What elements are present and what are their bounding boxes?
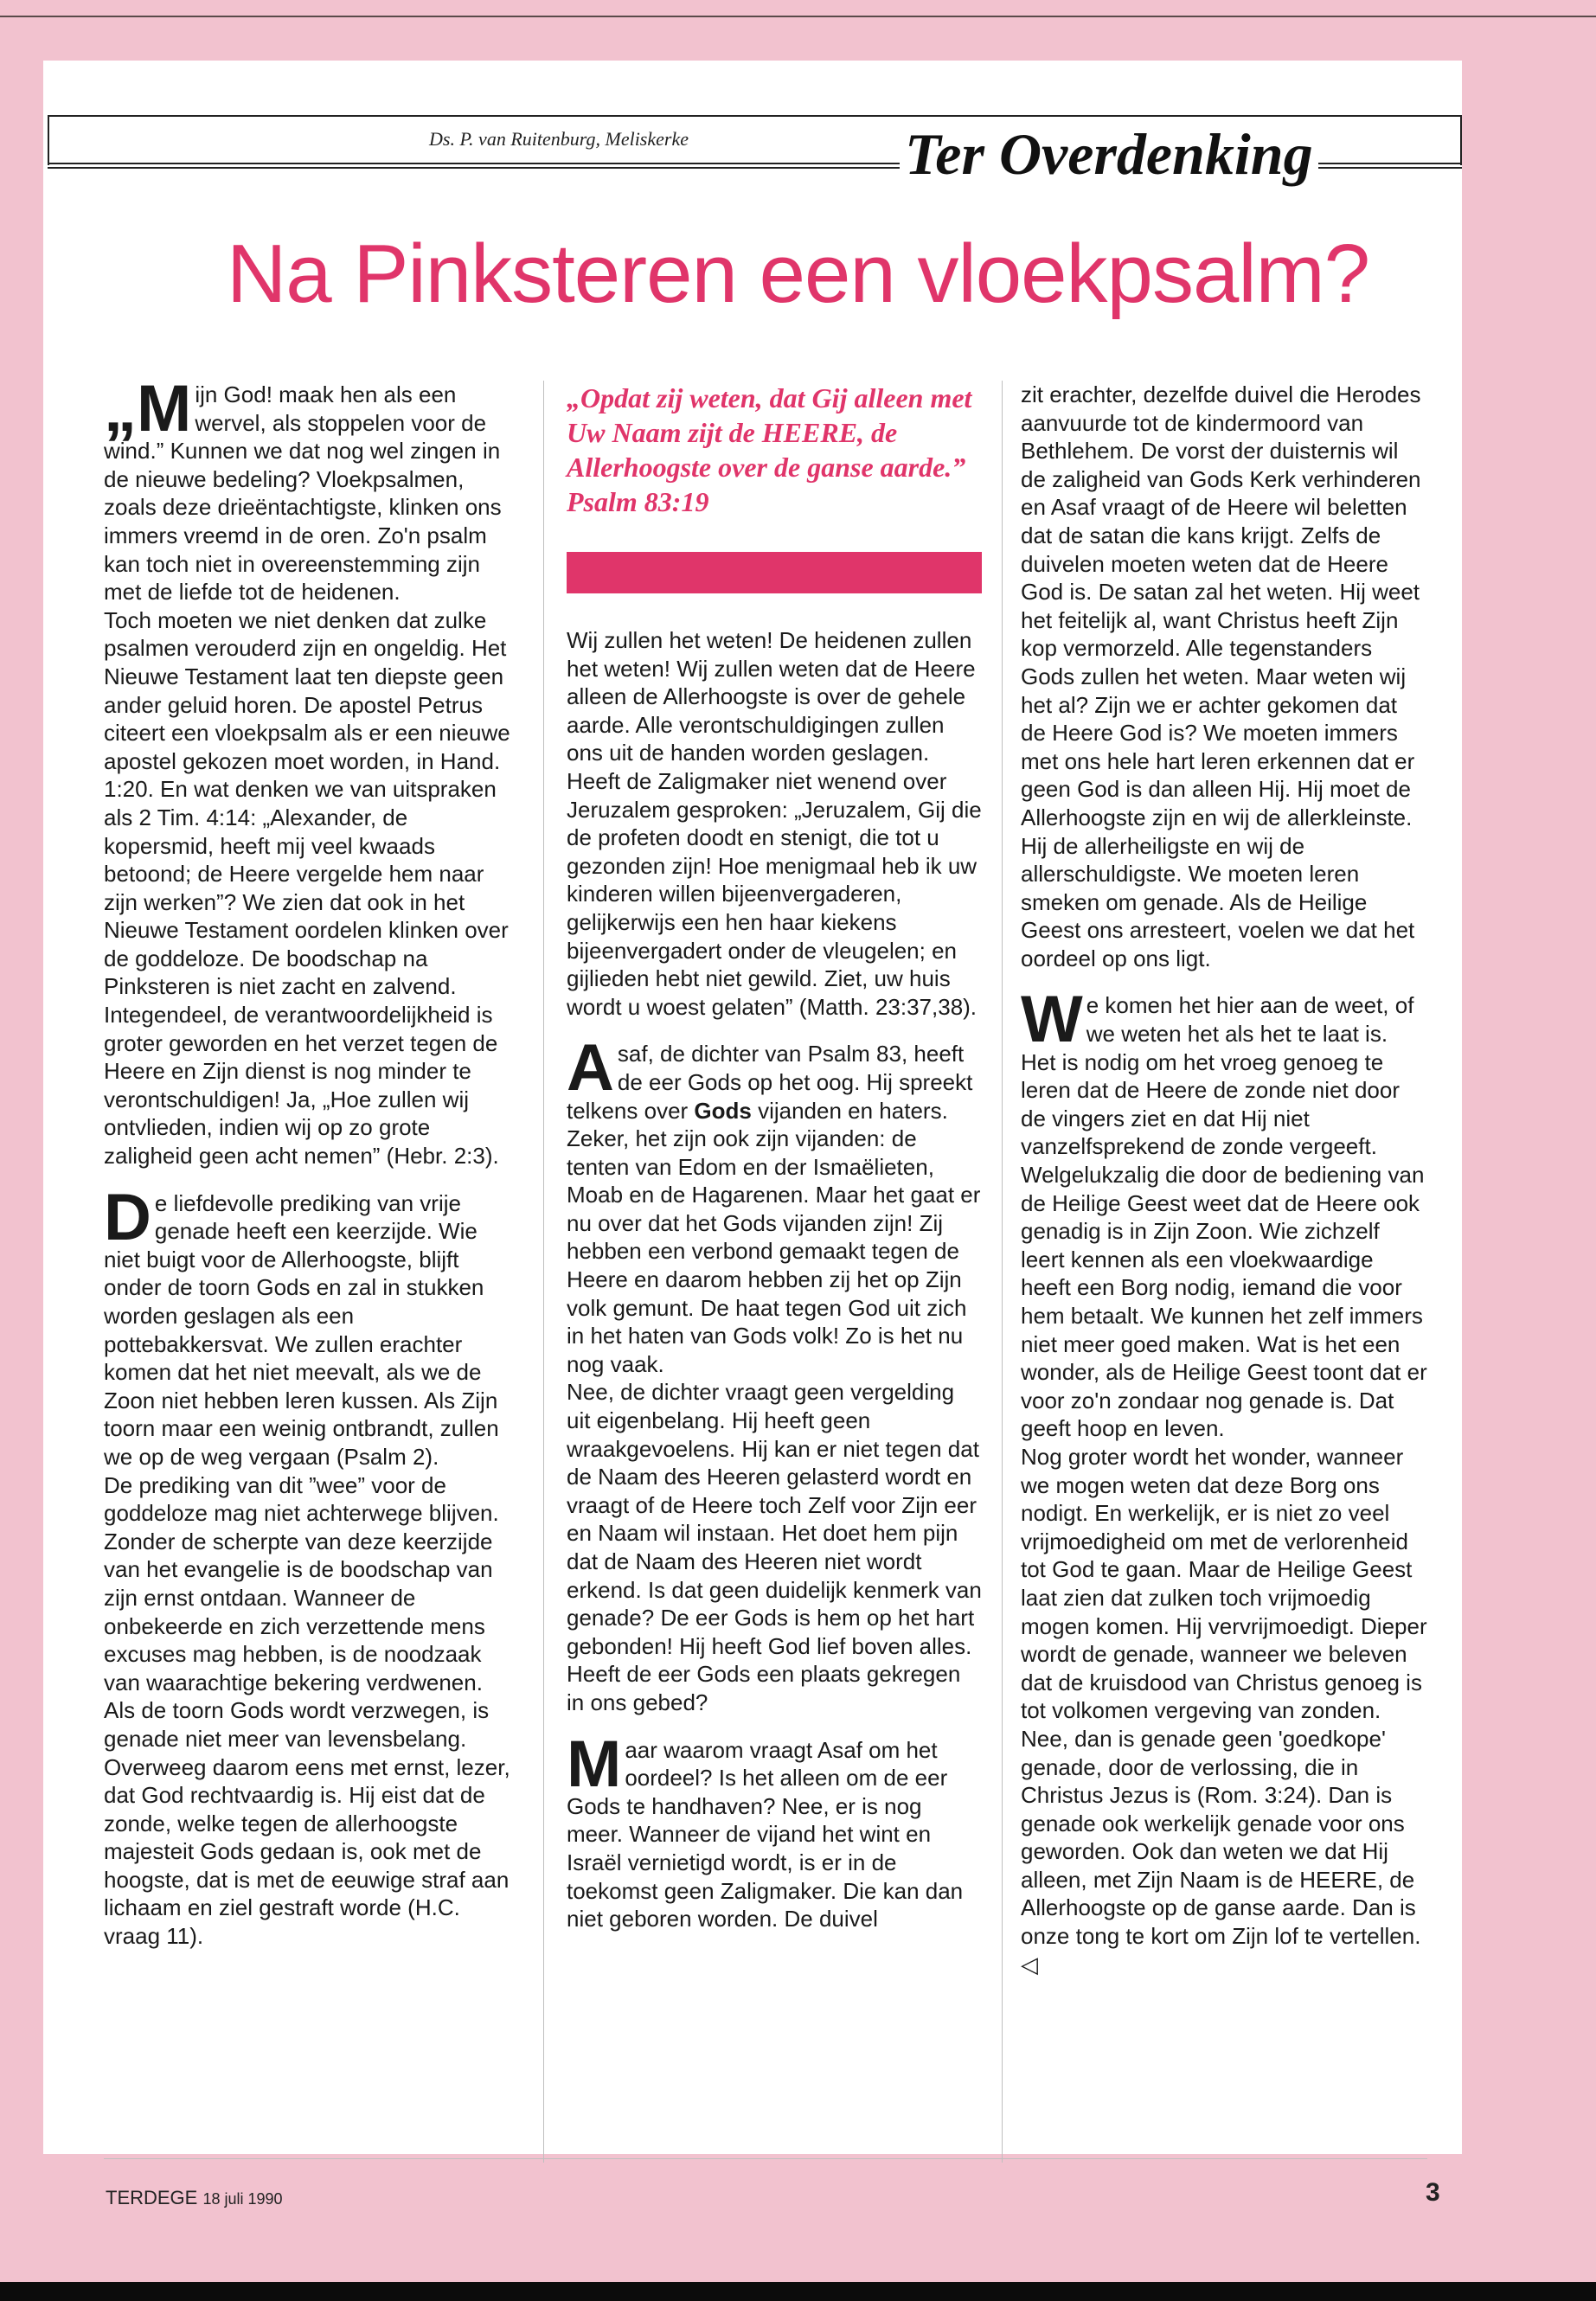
paragraph: Wij zullen het weten! De heidenen zullen het weten! Wij zullen weten dat de Heere alleen de Allerhoogste is over de gehele aarde. Alle verontschuldigingen zullen ons uit de handen worden geslagen. Heeft de Zaligmaker niet wenend over Jeruzalem gesproken: „Jeruzalem, Gij die de profeten doodt en stenigt, die tot u gezonden zijn! Hoe menigmaal heb ik uw kinderen willen bijeenvergaderen, gelijkerwijs een hen haar kiekens bijeenvergadert onder de vleugelen; en gijlieden hebt niet gewild. Ziet, uw huis wordt u woest gelaten” (Matth. 23:37,38). (567, 627, 982, 1020)
article-column-2 (567, 381, 982, 1933)
scan-edge-bottom (0, 2282, 1596, 2301)
paragraph: Nee, de dichter vraagt geen vergelding uit eigenbelang. Hij heeft geen wraakgevoelens. Hij kan er niet tegen dat de Naam des Heeren gelasterd wordt en vraagt of de Heere toch Zelf voor Zijn eer en Naam wil instaan. Het doet hem pijn dat de Naam des Heeren niet wordt erkend. Is dat geen duidelijk kenmerk van genade? De eer Gods is hem op het hart gebonden! Hij heeft God lief boven alles. Heeft de eer Gods een plaats gekregen in ons gebed? (567, 1379, 982, 1715)
page-number: 3 (1426, 2178, 1440, 2207)
footer-rule (104, 2158, 1427, 2159)
paragraph: We komen het hier aan de weet, of we weten het als het te laat is. Het is nodig om het vroeg genoeg te leren dat de Heere de zonde niet door de vingers ziet en dat Hij niet vanzelfsprekend de zonde vergeeft. Welgelukzalig die door de bediening van de Heilige Geest weet dat de Heere ook genadig is in Zijn Zoon. Wie zichzelf leert kennen als een vloekwaardige heeft een Borg nodig, iemand die voor hem betaalt. We kunnen het zelf immers niet meer goed maken. Wat is het een wonder, als de Heilige Geest toont dat er voor zo'n zondaar nog genade is. Dat geeft hoop en leven. (1021, 983, 1427, 1442)
scripture-quote: „Opdat zij weten, dat Gij alleen met Uw Naam zijt de HEERE, de Allerhoogste over de ganse aarde.” Psalm 83:19 (567, 382, 972, 517)
drop-cap: M (567, 1727, 622, 1801)
scan-edge-top (0, 16, 1596, 17)
drop-cap: A (567, 1031, 614, 1106)
paragraph: zit erachter, dezelfde duivel die Herodes aanvuurde tot de kindermoord van Bethlehem. De vorst der duisternis wil de zaligheid van Gods Kerk verhinderen en Asaf vraagt of de Heere wil beletten dat de satan die kans krijgt. Zelfs de duivelen moeten weten dat de Heere God is. De satan zal het weten. Hij weet het feitelijk al, want Christus heeft Zijn kop vermorzeld. Alle tegenstanders Gods zullen het weten. Maar weten wij het al? Zijn we er achter gekomen dat de Heere God is? We moeten immers met ons hele hart leren erkennen dat er geen God is dan alleen Hij. Hij moet de Allerhoogste zijn en wij de allerkleinste. Hij de allerheiligste en wij de allerschuldigste. We moeten leren smeken om genade. Als de Heilige Geest ons arresteert, voelen we dat het oordeel op ons ligt. (1021, 381, 1421, 971)
column-divider (1002, 381, 1003, 2163)
rubric-title: Ter Overdenking (900, 123, 1318, 185)
paragraph: Toch moeten we niet denken dat zulke psalmen verouderd zijn en ongeldig. Het Nieuwe Testament laat ten diepste geen ander geluid horen. De apostel Petrus citeert een vloekpsalm als er een nieuwe apostel gekozen moet worden, in Hand. 1:20. En wat denken we van uitspraken als 2 Tim. 4:14: „Alexander, de kopersmid, heeft mij veel kwaads betoond; de Heere vergelde hem naar zijn werken”? We zien dat ook in het Nieuwe Testament oordelen klinken over de goddeloze. De boodschap na Pinksteren is niet zacht en zalvend. Integendeel, de verantwoordelijkheid is groter geworden en het verzet tegen de Heere en Zijn dienst is nog minder te verontschuldigen! Ja, „Hoe zullen wij ontvlieden, indien wij op zo grote zaligheid geen acht nemen” (Hebr. 2:3). (104, 606, 510, 1170)
drop-cap: „M (104, 372, 192, 445)
paragraph: Asaf, de dichter van Psalm 83, heeft de eer Gods op het oog. Hij spreekt telkens over Gods vijanden en haters. Zeker, het zijn ook zijn vijanden: de tenten van Edom en der Ismaëlieten, Moab en de Hagarenen. Maar het gaat er nu over dat het Gods vijanden zijn! Zij hebben een verbond gemaakt tegen de Heere en daarom hebben zij het op Zijn volk gemunt. De haat tegen God uit zich in het haten van Gods volk! Zo is het nu nog vaak. (567, 1031, 981, 1377)
article-column-3 (1021, 381, 1427, 1978)
article-headline: Na Pinksteren een vloekpsalm? (226, 228, 1370, 320)
drop-cap: D (104, 1180, 151, 1254)
paragraph: Maar waarom vraagt Asaf om het oordeel? Is het alleen om de eer Gods te handhaven? Nee, er is nog meer. Wanneer de vijand het wint en Israël vernietigd wordt, is er in de toekomst geen Zaligmaker. Die kan dan niet geboren worden. De duivel (567, 1727, 964, 1932)
article-column-1 (104, 372, 510, 1951)
footer-issue (106, 2187, 283, 2209)
pink-divider-bar (567, 552, 982, 593)
column-divider (543, 381, 544, 2163)
author-byline: Ds. P. van Ruitenburg, Meliskerke (424, 128, 694, 151)
paragraph: „Mijn God! maak hen als een wervel, als stoppelen voor de wind.” Kunnen we dat nog wel zingen in de nieuwe bedeling? Vloekpsalmen, zoals deze drieëntachtigste, klinken ons immers vreemd in de oren. Zo'n psalm kan toch niet in overeenstemming zijn met de liefde tot de heidenen. (104, 372, 502, 606)
paragraph: Nog groter wordt het wonder, wanneer we mogen weten dat deze Borg ons nodigt. En werkelijk, er is niet zo veel vrijmoedigheid om met de verlorenheid tot God te gaan. Maar de Heilige Geest laat zien dat zulken toch vrijmoedig mogen komen. Hij vervrijmoedigt. Dieper wordt de genade, wanneer we beleven dat de kruisdood van Christus genoeg is tot volkomen vergeving van zonden. Nee, dan is genade geen 'goedkope' genade, door de verlossing, die in Christus Jezus is (Rom. 3:24). Dan is genade ook werkelijk genade voor ons geworden. Ook dan weten we dat Hij alleen, met Zijn Naam is de HEERE, de Allerhoogste op de ganse aarde. Dan is onze tong te kort om Zijn lof te vertellen. ◁ (1021, 1443, 1427, 1977)
paragraph: De prediking van dit ”wee” voor de goddeloze mag niet achterwege blijven. Zonder de scherpte van deze keerzijde van het evangelie is de boodschap van zijn ernst ontdaan. Wanneer de onbekeerde en zich verzettende mens excuses mag hebben, is de noodzaak van waarachtige bekering verdwenen. Als de toorn Gods wordt verzwegen, is genade niet meer van levensbelang. Overweeg daarom eens met ernst, lezer, dat God rechtvaardig is. Hij eist dat de zonde, welke tegen de allerhoogste majesteit Gods gedaan is, ook met de hoogste, dat is met de eeuwige straf aan lichaam en ziel gestraft worde (H.C. vraag 11). (104, 1471, 510, 1950)
paragraph: De liefdevolle prediking van vrije genade heeft een keerzijde. Wie niet buigt voor de Allerhoogste, blijft onder de toorn Gods en zal in stukken worden geslagen als een pottebakkersvat. We zullen erachter komen dat het niet meevalt, als we de Zoon niet hebben leren kussen. Als Zijn toorn maar een weinig ontbrandt, zullen we op de weg vergaan (Psalm 2). (104, 1180, 499, 1470)
drop-cap: W (1021, 983, 1083, 1057)
issue-date: 18 juli 1990 (202, 2190, 283, 2208)
magazine-name: TERDEGE (106, 2187, 198, 2208)
